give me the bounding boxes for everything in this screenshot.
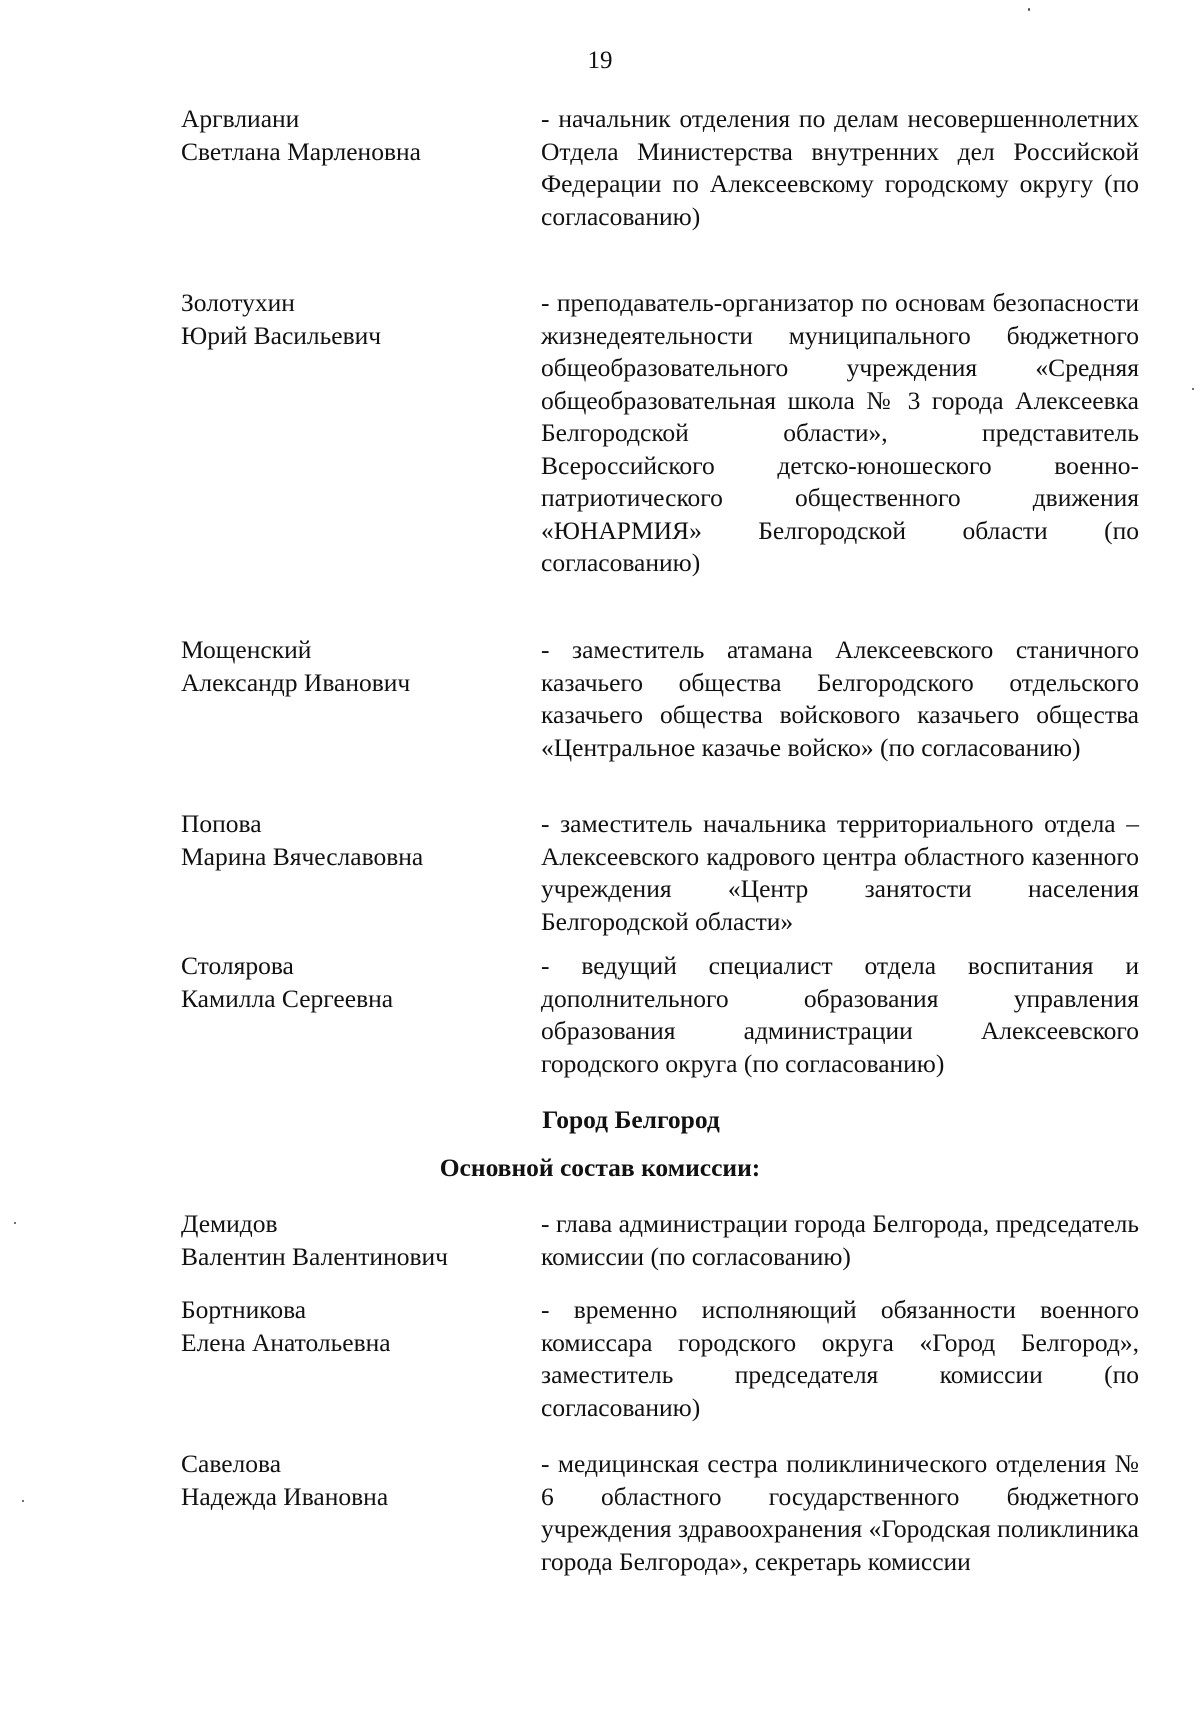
member-given-names: Камилла Сергеевна: [181, 983, 394, 1013]
member-name: [181, 808, 511, 873]
member-role: - преподаватель-организатор по основам безопасности жизнедеятельности муниципального бюджетного общеобразовательного учреждения «Средняя общеобразовательная школа № 3 города Алексеевка Белгородской области», представитель Всероссийского детско-юношеского военно-патриотического общественного движения «ЮНАРМИЯ» Белгородской области (по согласованию): [541, 288, 1139, 577]
scan-speck: [22, 1500, 24, 1502]
member-surname: Савелова: [181, 1449, 282, 1478]
member-role: - заместитель атамана Алексеевского станичного казачьего общества Белгородского отдельского казачьего общества войскового казачьего общества «Центральное казачье войско» (по согласованию): [541, 635, 1139, 762]
member-surname: Демидов: [181, 1209, 278, 1238]
member-name: [181, 1448, 511, 1513]
member-role: - начальник отделения по делам несовершеннолетних Отдела Министерства внутренних дел Российской Федерации по Алексеевскому городскому округу (по согласованию): [541, 104, 1139, 231]
member-role: - ведущий специалист отдела воспитания и дополнительного образования управления образования администрации Алексеевского городского округа (по согласованию): [541, 951, 1139, 1078]
member-given-names: Юрий Васильевич: [181, 320, 382, 350]
member-name: [181, 1208, 511, 1273]
page-number: 19: [587, 47, 613, 74]
member-surname: Золотухин: [181, 288, 295, 317]
member-given-names: Елена Анатольевна: [181, 1327, 391, 1357]
member-name: [181, 287, 511, 352]
member-given-names: Александр Иванович: [181, 667, 411, 697]
member-name: [181, 950, 511, 1015]
member-role: - заместитель начальника территориального отдела – Алексеевского кадрового центра областного казенного учреждения «Центр занятости населения Белгородской области»: [541, 809, 1139, 936]
section-heading-city: Город Белгород: [542, 1105, 720, 1134]
member-name: [181, 1294, 511, 1359]
member-given-names: Марина Вячеславовна: [181, 841, 424, 871]
member-surname: Столярова: [181, 951, 294, 980]
member-given-names: Валентин Валентинович: [181, 1241, 448, 1271]
section-heading-composition: Основной состав комиссии:: [439, 1153, 761, 1182]
member-name: [181, 634, 511, 699]
member-given-names: Надежда Ивановна: [181, 1481, 389, 1511]
member-role: - глава администрации города Белгорода, председатель комиссии (по согласованию): [541, 1209, 1139, 1271]
member-surname: Аргвлиани: [181, 104, 300, 133]
scan-speck: [1028, 8, 1030, 11]
member-surname: Мощенский: [181, 635, 312, 664]
member-given-names: Светлана Марленовна: [181, 136, 421, 166]
member-surname: Бортникова: [181, 1295, 307, 1324]
member-name: [181, 103, 511, 168]
member-role: - временно исполняющий обязанности военного комиссара городского округа «Город Белгород», заместитель председателя комиссии (по согласованию): [541, 1295, 1139, 1422]
scan-speck: [1192, 388, 1194, 390]
member-role: - медицинская сестра поликлинического отделения № 6 областного государственного бюджетного учреждения здравоохранения «Городская поликлиника города Белгорода», секретарь комиссии: [541, 1449, 1139, 1576]
scan-speck: [14, 1222, 16, 1224]
member-surname: Попова: [181, 809, 262, 838]
